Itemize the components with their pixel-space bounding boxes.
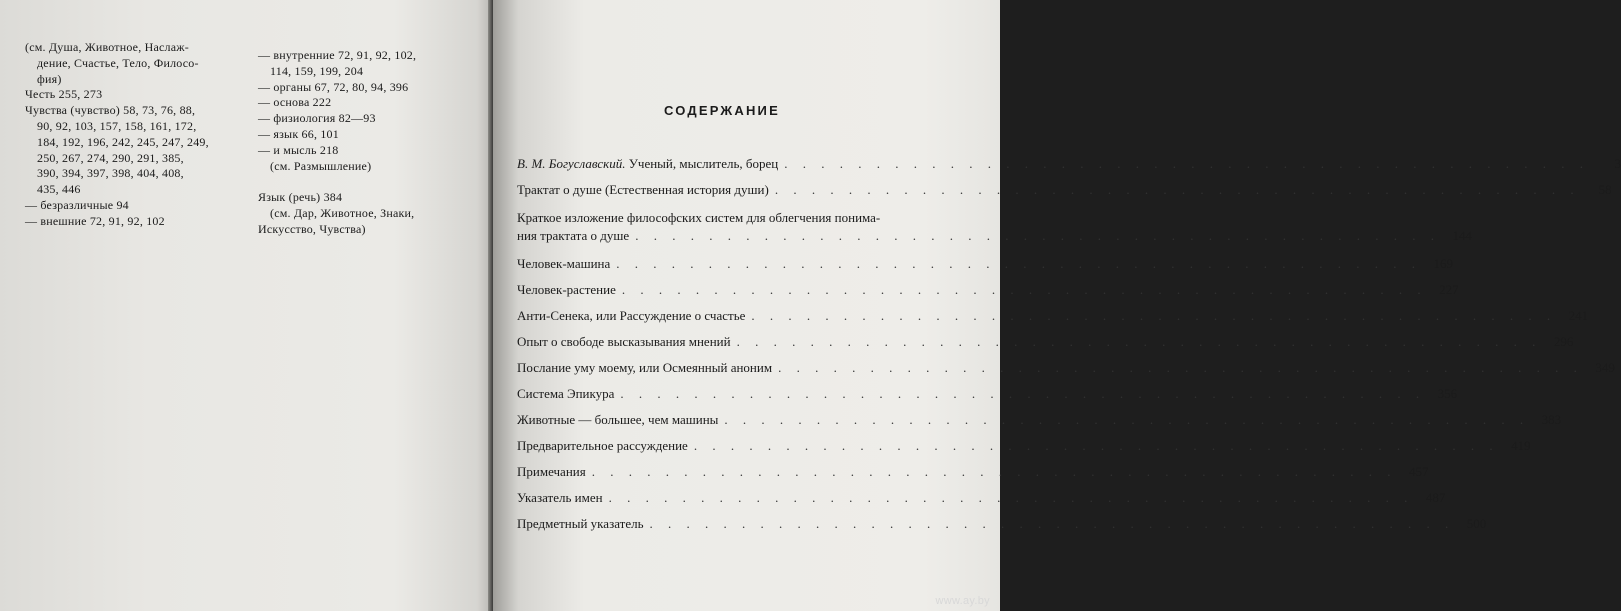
index-line: — внутренние 72, 91, 92, 102,	[258, 48, 417, 62]
index-line: 390, 394, 397, 398, 404, 408,	[37, 166, 184, 181]
index-column-1	[25, 40, 240, 230]
toc-entry-title: Примечания	[517, 464, 586, 479]
toc-entry-author: В. М. Богуславский.	[517, 156, 626, 171]
toc-page-number: 349	[1595, 360, 1615, 375]
index-line: (см. Душа, Животное, Наслаж-	[25, 40, 189, 54]
toc-page-number: 241	[1568, 308, 1589, 323]
index-line: — органы 67, 72, 80, 94, 396	[258, 79, 409, 94]
toc-heading: СОДЕРЖАНИЕ	[664, 103, 780, 118]
index-line: фия)	[37, 71, 62, 86]
index-line: Искусство, Чувства)	[258, 221, 366, 236]
toc-entry	[517, 360, 1615, 375]
toc-entry-title: Ученый, мыслитель, борец	[625, 156, 779, 171]
toc-entry-title: Человек-растение	[517, 282, 616, 297]
leader-dots: . . . . . . . . . . . . . . . . . . . . . . . . . . . . . . . . . . . . . . . . . . . .	[784, 156, 1589, 171]
toc-entry	[517, 412, 1562, 427]
toc-page-number: 296	[1553, 334, 1574, 349]
toc-page-number: 356	[1437, 386, 1458, 401]
index-line: — основа 222	[258, 95, 332, 110]
index-line: 90, 92, 103, 157, 158, 161, 172,	[37, 118, 197, 133]
toc-entry	[517, 438, 1531, 453]
toc-entry	[517, 464, 1429, 479]
left-page	[0, 0, 492, 611]
index-line: 435, 446	[37, 182, 81, 197]
leader-dots: . . . . . . . . . . . . . . . . . . . . . . . . . . . . . . . . . . . . . . . . . . . .	[693, 438, 1499, 453]
toc-entry	[517, 256, 1454, 271]
toc-entry-title: Предметный указатель	[517, 516, 644, 531]
toc-page-number: 500	[1466, 516, 1487, 531]
leader-dots: . . . . . . . . . . . . . . . . . . . . . . . . . . . . . . . . . . . . . . . . . . . .	[608, 490, 1414, 505]
leader-dots: . . . . . . . . . . . . . . . . . . . . . . . . . . . . . . . . . . . . . . . . . . . .	[616, 256, 1422, 271]
leader-dots: . . . . . . . . . . . . . . . . . . . . . . . . . . . . . . . . . . . . . . . . . . . .	[724, 412, 1530, 427]
toc-entry	[517, 210, 1472, 243]
leader-dots: . . . . . . . . . . . . . . . . . . . . . . . . . . . . . . . . . . . . . . . . . . . .	[620, 386, 1426, 401]
toc-entry-title: Указатель имен	[517, 490, 603, 505]
leader-dots: . . . . . . . . . . . . . . . . . . . . . . . . . . . . . . . . . . . . . . . . . . . .	[635, 228, 1440, 243]
index-line: Язык (речь) 384	[258, 190, 343, 205]
toc-entry-title: Человек-машина	[517, 256, 611, 271]
index-line: — безразличные 94	[25, 197, 129, 212]
index-line: Чувства (чувство) 58, 73, 76, 88,	[25, 103, 196, 118]
leader-dots: . . . . . . . . . . . . . . . . . . . . . . . . . . . . . . . . . . . . . . . . . . . .	[778, 360, 1583, 375]
toc-entry-title: Послание уму моему, или Осмеянный аноним	[517, 360, 773, 375]
leader-dots: . . . . . . . . . . . . . . . . . . . . . . . . . . . . . . . . . . . . . . . . . . . .	[774, 182, 1580, 197]
toc-page-number: 419	[1511, 438, 1531, 453]
index-line: (см. Размышление)	[270, 158, 372, 173]
toc-entry-title: Опыт о свободе высказывания мнений	[517, 334, 731, 349]
index-line: — физиология 82—93	[258, 111, 376, 126]
toc-page-number: 58	[1598, 182, 1612, 197]
index-line: Честь 255, 273	[25, 87, 103, 102]
toc-page-number: 169	[1433, 256, 1454, 271]
index-line: дение, Счастье, Тело, Филосо-	[37, 55, 199, 70]
toc-page-number: 144	[1452, 228, 1472, 243]
toc-entry-title: Предварительное рассуждение	[517, 438, 688, 453]
toc-page-number: 457	[1408, 464, 1429, 479]
toc-entry-title: Система Эпикура	[517, 386, 615, 401]
toc-entry	[517, 516, 1487, 531]
toc-entry-title: Анти-Сенека, или Рассуждение о счастье	[517, 308, 746, 323]
site-watermark: www.ay.by	[935, 595, 990, 607]
index-line: (см. Дар, Животное, Знаки,	[270, 206, 415, 221]
toc-entry	[517, 490, 1446, 505]
leader-dots: . . . . . . . . . . . . . . . . . . . . . . . . . . . . . . . . . . . . . . . . . . . .	[591, 464, 1397, 479]
toc-page-number: 383	[1541, 412, 1562, 427]
toc-entry	[517, 386, 1458, 401]
index-line: 250, 267, 274, 290, 291, 385,	[37, 150, 184, 165]
leader-dots: . . . . . . . . . . . . . . . . . . . . . . . . . . . . . . . . . . . . . . . . . . . .	[649, 516, 1455, 531]
toc-page-number: 3	[1614, 156, 1621, 171]
toc-entry-title-cont: ния трактата о душе	[517, 228, 630, 243]
index-line	[258, 174, 468, 190]
toc-entry	[517, 308, 1589, 323]
toc-entry	[517, 156, 1621, 171]
index-line: — и мысль 218	[258, 142, 339, 157]
toc-entry-title: Краткое изложение философских систем для облегчения понима-	[517, 210, 881, 225]
index-line: — внешние 72, 91, 92, 102	[25, 213, 165, 228]
toc-page-number: 227	[1439, 282, 1459, 297]
toc-entry-title: Трактат о душе (Естественная история души)	[517, 182, 769, 197]
leader-dots: . . . . . . . . . . . . . . . . . . . . . . . . . . . . . . . . . . . . . . . . . . . .	[751, 308, 1557, 323]
leader-dots: . . . . . . . . . . . . . . . . . . . . . . . . . . . . . . . . . . . . . . . . . . . .	[736, 334, 1542, 349]
index-column-2	[258, 48, 468, 238]
index-line: 184, 192, 196, 242, 245, 247, 249,	[37, 134, 209, 149]
toc-entry	[517, 334, 1574, 349]
index-line: — язык 66, 101	[258, 126, 339, 141]
toc-entry	[517, 182, 1612, 197]
leader-dots: . . . . . . . . . . . . . . . . . . . . . . . . . . . . . . . . . . . . . . . . . . . .	[621, 282, 1427, 297]
toc-entry	[517, 282, 1459, 297]
toc-entry-title: Животные — большее, чем машины	[517, 412, 719, 427]
toc-page-number: 487	[1425, 490, 1446, 505]
index-line: 114, 159, 199, 204	[270, 63, 364, 78]
